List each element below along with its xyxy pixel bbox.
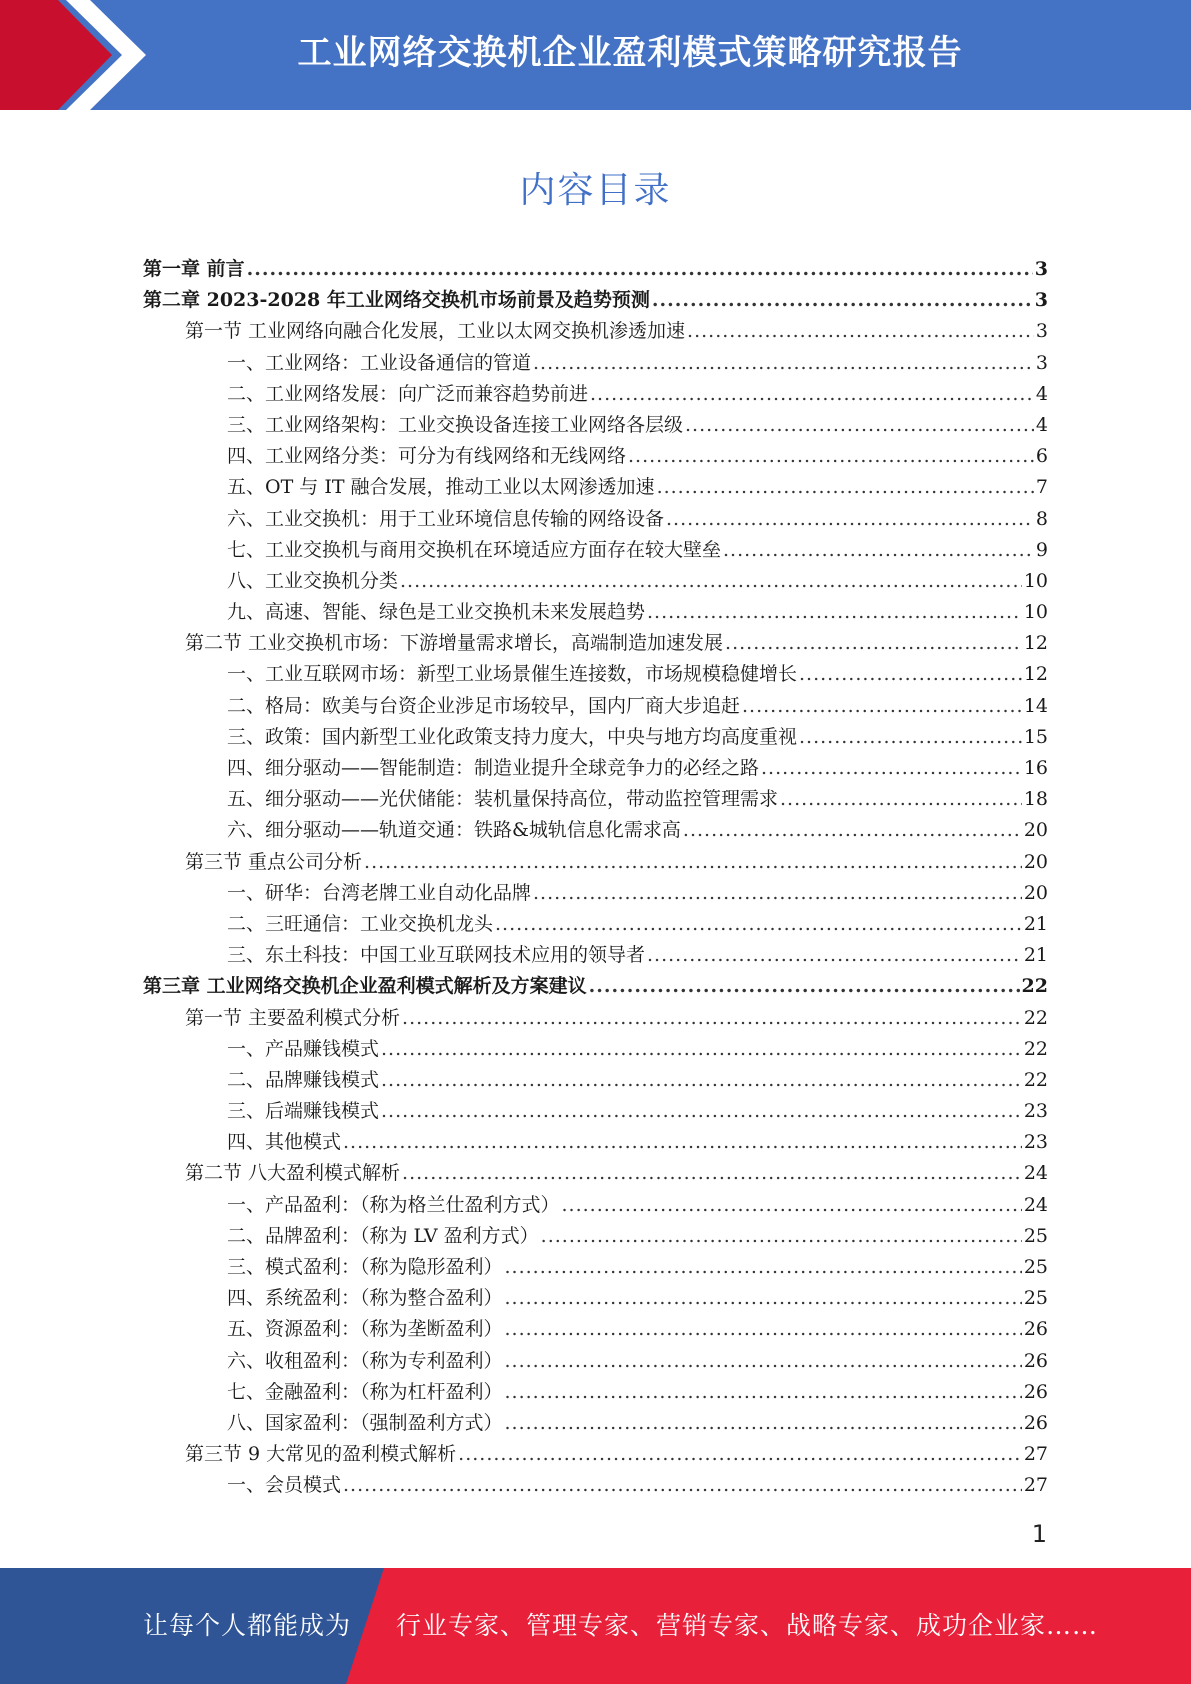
toc-entry-title: 二、工业网络发展：向广泛而兼容趋势前进 — [227, 382, 589, 405]
toc-entry-title: 八、工业交换机分类 — [227, 569, 399, 592]
toc-dot-leader — [666, 504, 1034, 535]
toc-entry-page: 18 — [1023, 788, 1048, 811]
toc-entry-title: 第一节 主要盈利模式分析 — [185, 1006, 401, 1029]
toc-dot-leader — [381, 1096, 1022, 1127]
toc-entry-title: 四、细分驱动——智能制造：制造业提升全球竞争力的必经之路 — [227, 757, 760, 779]
toc-entry[interactable] — [143, 784, 1048, 815]
toc-entry[interactable] — [143, 1408, 1048, 1439]
toc-entry[interactable] — [143, 1158, 1048, 1189]
toc-entry-page: 27 — [1023, 1443, 1048, 1466]
toc-dot-leader — [589, 971, 1020, 1002]
toc-entry-title: 一、工业互联网市场：新型工业场景催生连接数，市场规模稳健增长 — [227, 663, 798, 686]
toc-entry-page: 22 — [1023, 1037, 1048, 1060]
toc-entry[interactable] — [143, 1439, 1048, 1470]
header-banner — [0, 0, 1191, 110]
toc-entry-page: 12 — [1023, 663, 1048, 686]
toc-entry-title: 九、高速、智能、绿色是工业交换机未来发展趋势 — [227, 601, 646, 624]
toc-entry-page: 10 — [1023, 601, 1048, 624]
toc-entry[interactable] — [143, 379, 1048, 410]
toc-entry-page: 16 — [1023, 757, 1048, 779]
toc-entry[interactable] — [143, 815, 1048, 846]
toc-entry-page: 25 — [1023, 1256, 1048, 1278]
toc-entry-title: 三、工业网络架构：工业交换设备连接工业网络各层级 — [227, 413, 684, 436]
toc-dot-leader — [505, 1283, 1022, 1314]
toc-entry-page: 27 — [1023, 1474, 1048, 1497]
toc-entry-page: 3 — [1035, 320, 1048, 343]
toc-dot-leader — [799, 659, 1022, 690]
toc-dot-leader — [505, 1252, 1022, 1283]
toc-dot-leader — [723, 535, 1034, 566]
toc-dot-leader — [799, 722, 1022, 753]
toc-dot-leader — [247, 254, 1033, 285]
toc-entry-title: 四、工业网络分类：可分为有线网络和无线网络 — [227, 445, 627, 468]
toc-entry-title: 一、产品赚钱模式 — [227, 1037, 380, 1060]
toc-entry-page: 23 — [1023, 1100, 1048, 1123]
toc-entry[interactable] — [143, 847, 1048, 878]
toc-entry[interactable] — [143, 1470, 1048, 1501]
toc-dot-leader — [381, 1065, 1022, 1096]
toc-entry-title: 二、三旺通信：工业交换机龙头 — [227, 912, 494, 935]
toc-entry[interactable] — [143, 1190, 1048, 1221]
toc-dot-leader — [533, 878, 1022, 909]
toc-entry-title: 第二章 2023-2028 年工业网络交换机市场前景及趋势预测 — [143, 289, 650, 312]
toc-entry-page: 12 — [1023, 632, 1048, 655]
toc-entry[interactable] — [143, 348, 1048, 379]
toc-dot-leader — [381, 1034, 1022, 1065]
toc-dot-leader — [402, 1003, 1022, 1034]
toc-dot-leader — [541, 1221, 1022, 1252]
toc-entry-page: 24 — [1023, 1193, 1048, 1216]
toc-entry-page: 4 — [1035, 382, 1048, 405]
footer-slogan-right: 行业专家、管理专家、营销专家、战略专家、成功企业家…… — [396, 1611, 1099, 1640]
toc-entry[interactable] — [143, 441, 1048, 472]
toc-entry-page: 3 — [1034, 289, 1048, 312]
toc-entry[interactable] — [143, 1221, 1048, 1252]
toc-entry-page: 6 — [1035, 445, 1048, 468]
toc-entry-page: 23 — [1023, 1131, 1048, 1154]
toc-entry-title: 五、资源盈利：（称为垄断盈利） — [227, 1318, 503, 1341]
toc-entry[interactable] — [143, 1283, 1048, 1314]
toc-entry-title: 第三章 工业网络交换机企业盈利模式解析及方案建议 — [143, 975, 587, 998]
toc-dot-leader — [505, 1408, 1022, 1439]
toc-dot-leader — [505, 1314, 1022, 1345]
toc-entry-title: 二、格局：欧美与台资企业涉足市场较早，国内厂商大步追赶 — [227, 694, 741, 717]
toc-entry-page: 3 — [1034, 258, 1048, 280]
toc-entry-title: 二、品牌盈利：（称为 LV 盈利方式） — [227, 1224, 539, 1247]
toc-dot-leader — [562, 1190, 1022, 1221]
toc-dot-leader — [458, 1439, 1022, 1470]
toc-dot-leader — [590, 379, 1034, 410]
toc-entry-title: 第三节 重点公司分析 — [185, 850, 363, 873]
toc-entry-title: 三、后端赚钱模式 — [227, 1100, 380, 1123]
footer-slogan-left: 让每个人都能成为 — [143, 1611, 352, 1640]
toc-entry[interactable] — [143, 753, 1048, 784]
toc-entry[interactable] — [143, 566, 1048, 597]
toc-dot-leader — [761, 753, 1022, 784]
toc-entry-page: 14 — [1023, 694, 1048, 717]
toc-entry-title: 二、品牌赚钱模式 — [227, 1068, 380, 1091]
page-number: 1 — [1031, 1520, 1047, 1548]
toc-entry-title: 六、收租盈利：（称为专利盈利） — [227, 1349, 503, 1372]
toc-entry-page: 21 — [1023, 912, 1048, 935]
toc-entry-title: 五、OT 与 IT 融合发展，推动工业以太网渗透加速 — [227, 476, 655, 499]
toc-dot-leader — [647, 940, 1022, 971]
toc-dot-leader — [647, 597, 1022, 628]
toc-entry-title: 六、细分驱动——轨道交通：铁路&城轨信息化需求高 — [227, 819, 681, 842]
toc-entry[interactable] — [143, 1346, 1048, 1377]
toc-entry-title: 三、模式盈利：（称为隐形盈利） — [227, 1256, 503, 1278]
toc-entry[interactable] — [143, 254, 1048, 285]
toc-entry-title: 三、东土科技：中国工业互联网技术应用的领导者 — [227, 944, 646, 967]
toc-entry-page: 9 — [1035, 538, 1048, 561]
toc-entry-page: 4 — [1035, 413, 1048, 436]
red-chevron-decoration — [0, 0, 150, 110]
toc-entry-page: 25 — [1023, 1287, 1048, 1310]
toc-dot-leader — [505, 1377, 1022, 1408]
toc-entry-title: 四、系统盈利：（称为整合盈利） — [227, 1287, 503, 1310]
toc-dot-leader — [364, 847, 1022, 878]
toc-entry[interactable] — [143, 1003, 1048, 1034]
toc-entry[interactable] — [143, 659, 1048, 690]
toc-entry-title: 五、细分驱动——光伏储能：装机量保持高位，带动监控管理需求 — [227, 788, 779, 811]
toc-entry-title: 一、工业网络：工业设备通信的管道 — [227, 351, 532, 374]
toc-dot-leader — [495, 909, 1022, 940]
toc-entry-page: 22 — [1023, 1068, 1048, 1091]
toc-entry-title: 七、金融盈利：（称为杠杆盈利） — [227, 1380, 503, 1403]
toc-entry[interactable] — [143, 1377, 1048, 1408]
toc-entry[interactable] — [143, 1127, 1048, 1158]
toc-entry-page: 26 — [1023, 1318, 1048, 1341]
toc-entry-title: 一、产品盈利：（称为格兰仕盈利方式） — [227, 1193, 560, 1216]
toc-entry-page: 8 — [1035, 507, 1048, 530]
toc-entry-title: 六、工业交换机：用于工业环境信息传输的网络设备 — [227, 507, 665, 530]
toc-dot-leader — [657, 472, 1034, 503]
toc-entry-page: 10 — [1023, 569, 1048, 592]
toc-entry-page: 22 — [1021, 975, 1048, 998]
toc-entry-page: 15 — [1023, 725, 1048, 748]
toc-entry[interactable] — [143, 535, 1048, 566]
toc-entry[interactable] — [143, 472, 1048, 503]
toc-dot-leader — [683, 815, 1022, 846]
toc-dot-leader — [343, 1470, 1022, 1501]
toc-entry[interactable] — [143, 410, 1048, 441]
toc-dot-leader — [725, 628, 1022, 659]
toc-entry-title: 四、其他模式 — [227, 1131, 342, 1154]
toc-entry-page: 3 — [1035, 351, 1048, 374]
toc-entry-title: 第三节 9 大常见的盈利模式解析 — [185, 1443, 457, 1466]
toc-entry-title: 第二节 工业交换机市场：下游增量需求增长，高端制造加速发展 — [185, 632, 724, 655]
table-of-contents — [143, 254, 1048, 1502]
toc-entry[interactable] — [143, 878, 1048, 909]
toc-entry-page: 26 — [1023, 1411, 1048, 1434]
toc-entry-page: 20 — [1023, 850, 1048, 873]
toc-entry[interactable] — [143, 628, 1048, 659]
footer-banner — [0, 1568, 1191, 1684]
toc-entry[interactable] — [143, 1034, 1048, 1065]
toc-dot-leader — [652, 285, 1033, 316]
toc-entry-page: 26 — [1023, 1349, 1048, 1372]
toc-entry[interactable] — [143, 691, 1048, 722]
toc-entry[interactable] — [143, 1314, 1048, 1345]
toc-entry-page: 20 — [1023, 881, 1048, 904]
toc-dot-leader — [780, 784, 1022, 815]
toc-heading: 内容目录 — [519, 170, 672, 211]
toc-dot-leader — [628, 441, 1034, 472]
toc-entry-page: 25 — [1023, 1224, 1048, 1247]
toc-entry-title: 三、政策：国内新型工业化政策支持力度大，中央与地方均高度重视 — [227, 725, 798, 748]
toc-entry-page: 20 — [1023, 819, 1048, 842]
toc-dot-leader — [685, 410, 1034, 441]
toc-entry-title: 第一章 前言 — [143, 258, 245, 280]
toc-entry[interactable] — [143, 909, 1048, 940]
toc-entry-title: 第二节 八大盈利模式解析 — [185, 1162, 401, 1185]
toc-entry[interactable] — [143, 597, 1048, 628]
toc-dot-leader — [400, 566, 1022, 597]
toc-dot-leader — [402, 1158, 1022, 1189]
toc-entry-page: 24 — [1023, 1162, 1048, 1185]
toc-dot-leader — [533, 348, 1034, 379]
toc-entry[interactable] — [143, 504, 1048, 535]
report-title: 工业网络交换机企业盈利模式策略研究报告 — [297, 33, 963, 73]
toc-entry-page: 22 — [1023, 1006, 1048, 1029]
toc-dot-leader — [505, 1346, 1022, 1377]
toc-entry[interactable] — [143, 940, 1048, 971]
toc-entry-title: 一、研华：台湾老牌工业自动化品牌 — [227, 881, 532, 904]
toc-entry-page: 21 — [1023, 944, 1048, 967]
toc-entry-page: 26 — [1023, 1380, 1048, 1403]
toc-entry-title: 第一节 工业网络向融合化发展，工业以太网交换机渗透加速 — [185, 320, 686, 343]
toc-entry[interactable] — [143, 316, 1048, 347]
toc-entry-title: 一、会员模式 — [227, 1474, 342, 1497]
toc-entry[interactable] — [143, 1096, 1048, 1127]
toc-entry[interactable] — [143, 1065, 1048, 1096]
toc-entry[interactable] — [143, 722, 1048, 753]
toc-entry[interactable] — [143, 1252, 1048, 1283]
toc-dot-leader — [687, 316, 1034, 347]
toc-entry-title: 七、工业交换机与商用交换机在环境适应方面存在较大壁垒 — [227, 538, 722, 561]
toc-entry[interactable] — [143, 971, 1048, 1002]
toc-entry-page: 7 — [1035, 476, 1048, 499]
toc-entry[interactable] — [143, 285, 1048, 316]
toc-dot-leader — [343, 1127, 1022, 1158]
toc-entry-title: 八、国家盈利：（强制盈利方式） — [227, 1411, 503, 1434]
toc-dot-leader — [742, 691, 1022, 722]
